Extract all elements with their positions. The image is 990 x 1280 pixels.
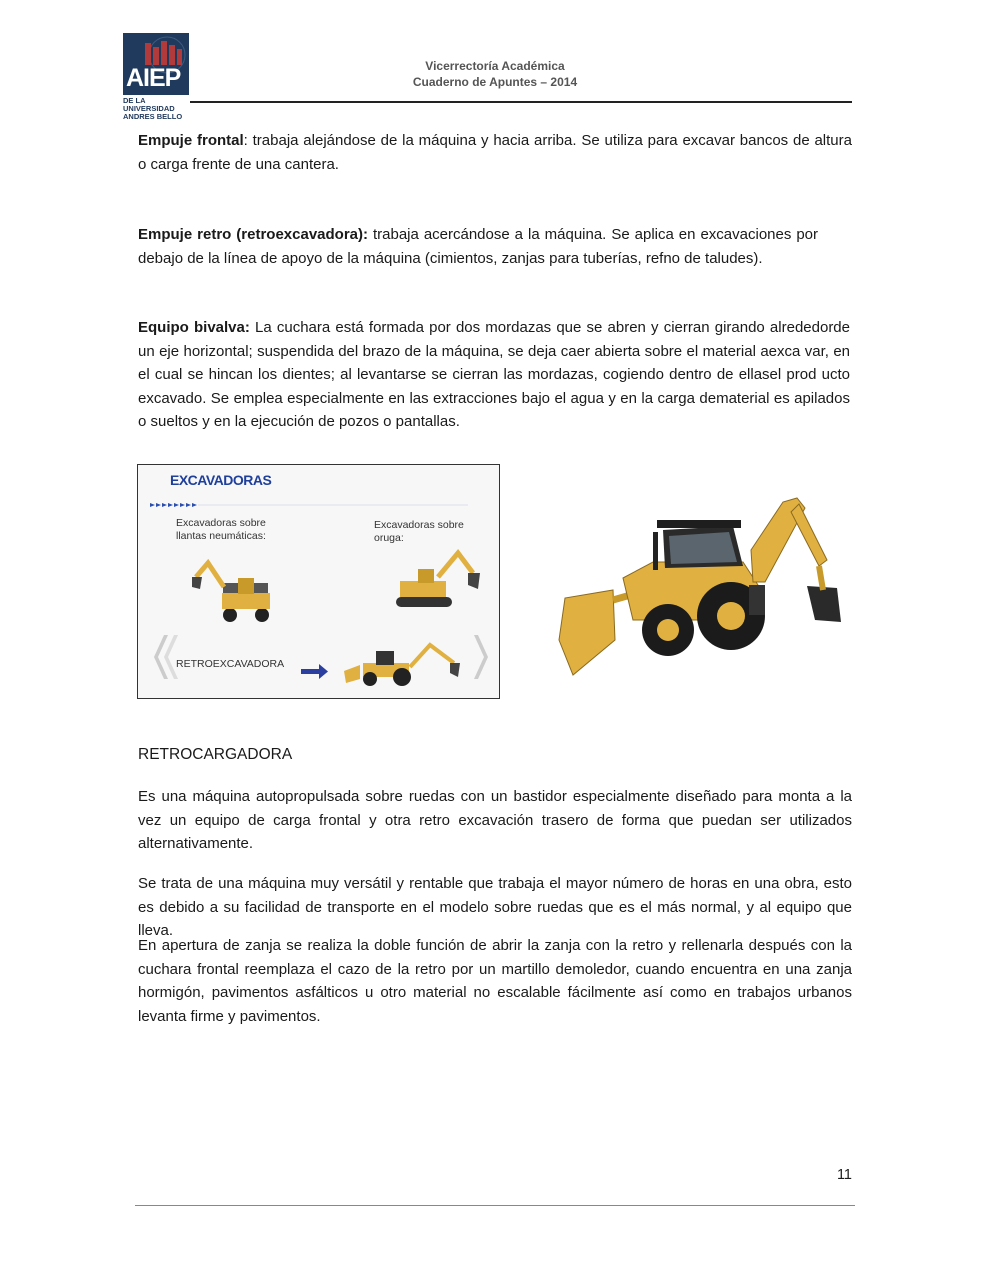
- paragraph-empuje-retro: Empuje retro (retroexcavadora): trabaja acercándose a la máquina. Se aplica en excavaciones por debajo de la línea de apoyo de la máquina (cimientos, zanjas para tuberías, refno de taludes).: [138, 226, 818, 267]
- right-arrow-icon: [301, 664, 328, 679]
- right-chevron-icon: [474, 635, 488, 679]
- term-empuje-frontal: Empuje frontal: [138, 132, 244, 149]
- label-retroexcavadora: RETROEXCAVADORA: [176, 658, 285, 670]
- page-header: [330, 58, 660, 90]
- paragraph-equipo-bivalva: Equipo bivalva: La cuchara está formada por dos mordazas que se abren y cierran girando alrededorde un eje horizontal; suspendida del brazo de la máquina, se deja caer abierta sobre el material aexca var, en el cual se hincan los dientes; al levantarse se cierran las mordazas, cogiendo dentro de ellasel prod ucto excavado. Se emplea especialmente en las extracciones bajo el agua y en la carga dematerial es apilados o sueltos y en la ejecución de pozos o pantallas.: [138, 319, 850, 430]
- paragraph-empuje-frontal: Empuje frontal: trabaja alejándose de la máquina y hacia arriba. Se utiliza para excavar bancos de altura o carga frente de una cantera.: [138, 132, 852, 173]
- label-wheeled-excavators: Excavadoras sobre llantas neumáticas:: [176, 517, 266, 542]
- paragraph-retrocargadora-versatility: Se trata de una máquina muy versátil y rentable que trabaja el mayor número de horas en una obra, esto es debido a su facilidad de transporte en el modelo sobre ruedas que es el más normal, y al equipo que lleva.: [138, 875, 852, 939]
- header-line-1: Vicerrectoría Académica: [425, 59, 565, 73]
- footer-divider: [135, 1205, 855, 1206]
- header-line-2: Cuaderno de Apuntes – 2014: [412, 75, 578, 89]
- header-divider: [190, 101, 852, 103]
- section-heading-retrocargadora: RETROCARGADORA: [138, 746, 293, 763]
- term-empuje-retro: Empuje retro (retroexcavadora):: [138, 226, 369, 243]
- excavadoras-figure: [137, 464, 500, 699]
- tracked-excavator-icon: [396, 553, 480, 607]
- page-number: 11: [836, 1167, 852, 1183]
- wheeled-excavator-icon: [192, 563, 270, 622]
- arrow-strip-icon: [150, 503, 197, 507]
- paragraph-retrocargadora-zanja: En apertura de zanja se realiza la doble función de abrir la zanja con la retro y rellenarla después con la cuchara frontal reemplaza el cazo de la retro por un martillo demoledor, cuando encuentra en una zanja hormigón, pavimentos asfálticos u otro material no escalable fácilmente así como en trabajos urbanos levanta firme y pavimentos.: [138, 937, 852, 1025]
- logo-text: AIEP: [126, 64, 181, 92]
- logo-emblem: [123, 33, 189, 95]
- aiep-logo: [123, 33, 189, 119]
- backhoe-loader-icon: [344, 645, 460, 686]
- logo-subtitle: DE LA UNIVERSIDAD ANDRES BELLO: [123, 96, 183, 121]
- paragraph-retrocargadora-definition: Es una máquina autopropulsada sobre ruedas con un bastidor especialmente diseñado para monta a la vez un equipo de carga frontal y otra retro excavación trasero de forma que puedan ser utilizados alternativamente.: [138, 788, 852, 852]
- label-tracked-excavators: Excavadoras sobre oruga:: [374, 519, 464, 544]
- backhoe-loader-photo: [553, 490, 845, 682]
- term-equipo-bivalva: Equipo bivalva:: [138, 319, 250, 336]
- figure-title: EXCAVADORAS: [170, 472, 272, 488]
